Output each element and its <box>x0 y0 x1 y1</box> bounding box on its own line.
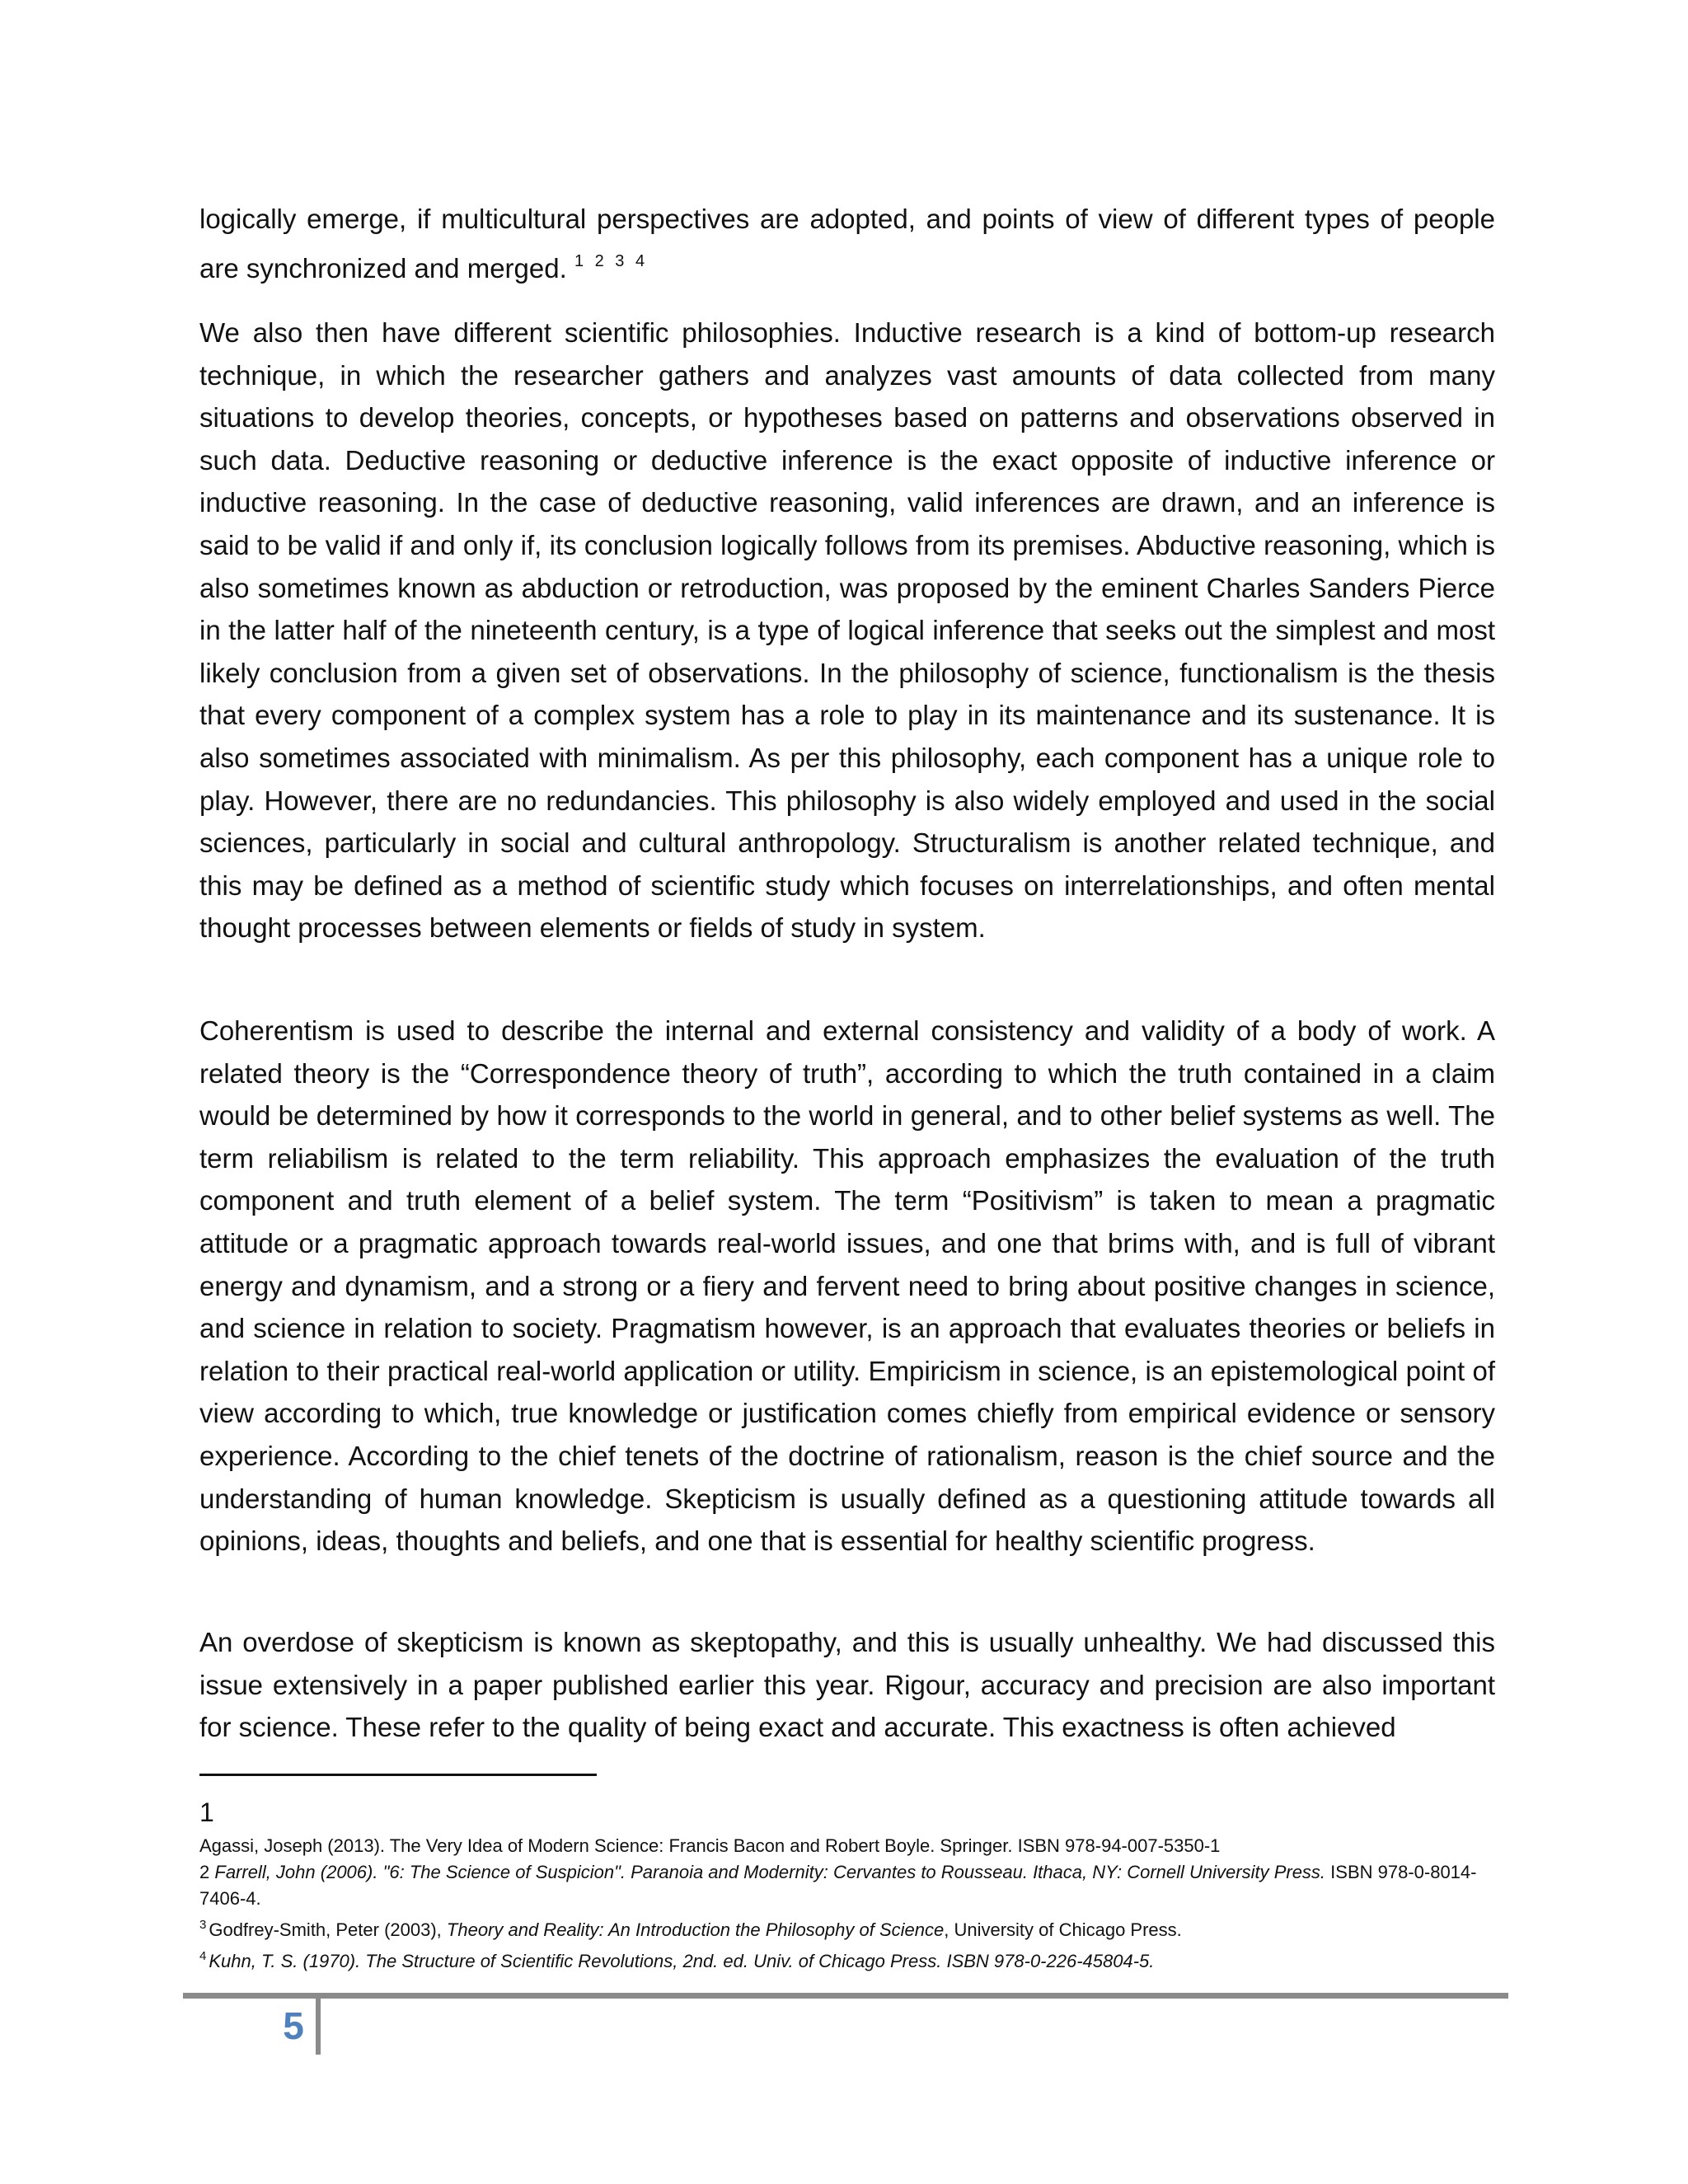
intro-end-text: logically emerge, if multicultural perspectives are adopted, and points of view of different types of people are synchronized and merged. <box>199 204 1495 284</box>
footnote-4-number: 4 <box>199 1949 207 1963</box>
footnote-3-number: 3 <box>199 1918 207 1932</box>
footnote-2-citation: Farrell, John (2006). "6: The Science of Suspicion". Paranoia and Modernity: Cervantes to Rousseau. Ithaca, NY: Cornell University Press. <box>214 1862 1326 1882</box>
page-number: 5 <box>283 2004 304 2047</box>
footer-rule <box>183 1993 1508 1999</box>
footnote-separator <box>199 1774 597 1776</box>
paragraph-skepticism-text: An overdose of skepticism is known as skeptopathy, and this is usually unhealthy. We had discussed this issue extensively in a paper published earlier this year. Rigour, accuracy and precision are also important for science. These refer to the quality of being exact and accurate. This exactness is often achieved <box>199 1627 1495 1743</box>
footnote-4-citation: Kuhn, T. S. (1970). The Structure of Scientific Revolutions, 2nd. ed. Univ. of Chicago Press. ISBN 978-0-226-45804-5. <box>209 1951 1155 1971</box>
body-paragraph-coherentism <box>199 1010 1495 1563</box>
paragraph-philosophies-text: We also then have different scientific philosophies. Inductive research is a kind of bottom-up research technique, in which the researcher gathers and analyzes vast amounts of data collected from many situations to develop theories, concepts, or hypotheses based on patterns and observations observed in such data. Deductive reasoning or deductive inference is the exact opposite of inductive inference or inductive reasoning. In the case of deductive reasoning, valid inferences are drawn, and an inference is said to be valid if and only if, its conclusion logically follows from its premises. Abductive reasoning, which is also sometimes known as abduction or retroduction, was proposed by the eminent Charles Sanders Pierce in the latter half of the nineteenth century, is a type of logical inference that seeks out the simplest and most likely conclusion from a given set of observations. In the philosophy of science, functionalism is the thesis that every component of a complex system has a role to play in its maintenance and its sustenance. It is also sometimes associated with minimalism. As per this philosophy, each component has a unique role to play. However, there are no redundancies. This philosophy is also widely employed and used in the social sciences, particularly in social and cultural anthropology. Structuralism is another related technique, and this may be defined as a method of scientific study which focuses on interrelationships, and often mental thought processes between elements or fields of study in system. <box>199 317 1495 944</box>
footnote-3 <box>199 1912 1485 1943</box>
footnote-3-title: Theory and Reality: An Introduction the Philosophy of Science <box>446 1919 945 1940</box>
footnote-1-number: 1 <box>199 1797 214 1827</box>
footnote-2-number: 2 <box>199 1862 210 1882</box>
footnote-3-publisher: , University of Chicago Press. <box>944 1919 1182 1940</box>
footnote-1: Agassi, Joseph (2013). The Very Idea of Modern Science: Francis Bacon and Robert Boyle. Springer. ISBN 978-94-007-5350-1 <box>199 1835 1221 1856</box>
body-paragraph-skepticism <box>199 1621 1495 1749</box>
footnote-3-author: Godfrey-Smith, Peter (2003), <box>209 1919 447 1940</box>
footnote-reference-markers[interactable]: 1 2 3 4 <box>574 251 649 270</box>
footnote-4 <box>199 1943 1485 1975</box>
body-paragraph-intro-end <box>199 198 1495 289</box>
body-paragraph-scientific-philosophies <box>199 312 1495 949</box>
footer-vertical-divider <box>316 1999 321 2055</box>
footnotes-section <box>199 1795 1485 1975</box>
footnote-2-isbn: ISBN 978-0-8014-7406-4. <box>199 1862 1477 1909</box>
footnote-2 <box>199 1859 1485 1912</box>
paragraph-coherentism-text: Coherentism is used to describe the internal and external consistency and validity of a body of work. A related theory is the “Correspondence theory of truth”, according to which the truth contained in a claim would be determined by how it corresponds to the world in general, and to other belief systems as well. The term reliabilism is related to the term reliability. This approach emphasizes the evaluation of the truth component and truth element of a belief system. The term “Positivism” is taken to mean a pragmatic attitude or a pragmatic approach towards real-world issues, and one that brims with, and is full of vibrant energy and dynamism, and a strong or a fiery and fervent need to bring about positive changes in science, and science in relation to society. Pragmatism however, is an approach that evaluates theories or beliefs in relation to their practical real-world application or utility. Empiricism in science, is an epistemological point of view according to which, true knowledge or justification comes chiefly from empirical evidence or sensory experience. According to the chief tenets of the doctrine of rationalism, reason is the chief source and the understanding of human knowledge. Skepticism is usually defined as a questioning attitude towards all opinions, ideas, thoughts and beliefs, and one that is essential for healthy scientific progress. <box>199 1015 1495 1557</box>
